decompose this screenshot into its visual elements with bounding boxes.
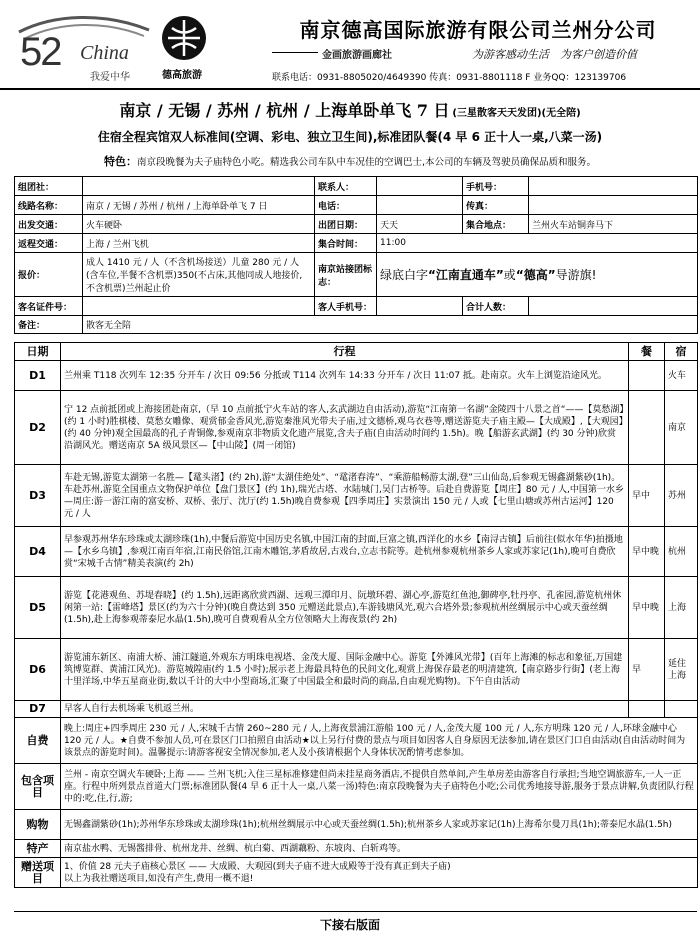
idcard-field[interactable] (83, 297, 315, 316)
self-pay-text: 晚上:周庄+四季周庄 230 元 / 人,宋城千古情 260~280 元 / 人,上海夜景浦江游船 100 元 / 人,金茂大厦 100 元 / 人,东方明珠 120 元 / 人,环球金融中心 120 元 / 人。★自费不参加人员,可在景区门口拍照自由活动★以上另行付费的景点与项目如因客人自身原因无法参加,请在景区门口自由活动(自由活动时间为该景点的游览时间)。温馨提示:请游客视安全情况参加,老人及小孩请根据个人身体状况酌情考虑参加。 (61, 718, 698, 764)
accommodation-standard: 住宿全程宾馆双人标准间(空调、彩电、独立卫生间),标准团队餐(4 早 6 正十人一桌,八菜一汤) (97, 130, 603, 144)
day-text: 游览【花港观鱼、苏堤春晓】(约 1.5h),远距离欣赏西湖、远观三潭印月、阮墩环碧、湖心亭,游览红鱼池,御碑亭,牡丹亭、孔雀园,游览杭州休闲第一站:【雷峰塔】景区(约为六十分钟)(晚自费达到 350 元赠送此景点),车游钱塘风光,观六合塔外景;参观杭州丝绸展示中心或天蚕丝绸(1.5h),赴上海参观蒂泰尼水晶(1.5h),晚可自费观看从全方位领略大上海夜景(约 2h) (61, 577, 629, 639)
guest-mobile-label: 客人手机号： (315, 297, 377, 316)
sign-flag-a: “江南直通车” (428, 268, 504, 282)
day-stay: 苏州 (665, 465, 698, 527)
gift-line-1: 1、价值 28 元夫子庙核心景区 —— 大成殿、大观园(到夫子庙不进大成殿等于没有真正到夫子庙) (64, 861, 451, 872)
tagline-row (272, 46, 692, 62)
note-value: 散客无全陪 (83, 316, 698, 334)
day-meal (629, 701, 665, 718)
price-value: 成人 1410 元 / 人（不含机场接送）儿童 280 元 / 人(含车位,半餐不含机票)350(不占床,其他同成人地接价,不含机票)兰州起止价 (83, 253, 315, 297)
depart-value: 火车硬卧 (83, 215, 315, 234)
tour-title-sub: (三星散客天天发团)(无全陪) (452, 108, 581, 119)
sign-label: 南京站接团标志： (315, 253, 377, 297)
table-row (15, 234, 698, 253)
day-text: 早参观苏州华东珍珠或太湖珍珠(1h),中餐后游览中国历史名镇,中国江南的封面,巨富之镇,西洋化的水乡【南浔古镇】后前往(似水年华)拍摄地—【水乡乌镇】,参观江南百年宿,江南民俗馆,江南木雕馆,茅盾故居,古戏台,立志书院等。赴杭州参观杭州茶乡人家或苏家记(1h),晚可自费欣赏“宋城千古情”精美表演(约 2h) (61, 527, 629, 577)
total-field[interactable] (529, 297, 698, 316)
self-pay-label: 自费 (15, 718, 61, 764)
specialty-label: 特产 (15, 840, 61, 858)
table-row (15, 196, 698, 215)
time-label: 集合时间： (315, 234, 377, 253)
globe-logo-icon (160, 14, 210, 64)
booking-info-table (14, 176, 698, 334)
table-row (15, 718, 698, 764)
table-row (15, 215, 698, 234)
day-meal: 早 (629, 639, 665, 701)
table-row (15, 177, 698, 196)
day-label: D7 (15, 701, 61, 718)
shopping-label: 购物 (15, 810, 61, 840)
table-row (15, 639, 698, 701)
route-value: 南京 / 无锡 / 苏州 / 杭州 / 上海单卧单飞 7 日 (83, 196, 315, 215)
contact-field[interactable] (377, 177, 463, 196)
total-label: 合计人数： (463, 297, 529, 316)
sign-flag-b: “德高” (515, 268, 556, 282)
day-label: D3 (15, 465, 61, 527)
tour-title (0, 98, 700, 121)
table-row (15, 577, 698, 639)
phone-field[interactable] (377, 196, 463, 215)
mobile-field[interactable] (529, 177, 698, 196)
sign-mid: 或 (503, 268, 516, 282)
day-label: D6 (15, 639, 61, 701)
idcard-label: 客名证件号： (15, 297, 83, 316)
fax-field[interactable] (529, 196, 698, 215)
gift-label: 赠送项目 (15, 858, 61, 888)
day-meal: 早中 (629, 465, 665, 527)
table-row (15, 858, 698, 888)
day-meal: 早中晚 (629, 527, 665, 577)
table-row (15, 391, 698, 465)
table-row (15, 361, 698, 391)
guest-mobile-field[interactable] (377, 297, 463, 316)
col-route-header: 行程 (61, 343, 629, 361)
tagline-divider (272, 52, 318, 53)
itinerary-table (14, 342, 698, 888)
include-text: 兰州 - 南京空调火车硬卧;上海 —— 兰州飞机;入住三星标准修建但尚未挂星商务酒店,不提供自然单间,产生单房差由游客自行承担;当地空调旅游车,一人一正座。行程中所列景点首道大门票;标准团队餐(4 早 6 正十人一桌,八菜一汤)特色:南京段晚餐为夫子庙特色小吃;公司优秀地接导游,服务于景点讲解,负责团队行程中的:吃,住,行,游; (61, 764, 698, 810)
day-label: D1 (15, 361, 61, 391)
day-stay: 南京 (665, 391, 698, 465)
day-label: D2 (15, 391, 61, 465)
company-name: 南京德高国际旅游有限公司兰州分公司 (299, 18, 657, 42)
day-text: 游览浦东新区、南浦大桥、浦江隧道,外观东方明珠电视塔、金茂大厦、国际金融中心。游览【外滩风光带】(百年上海滩的标志和象征,万国建筑博览群、黄浦江风光)。游览城隍庙(约 1.5 小时);展示老上海最具特色的民间文化,观赏上海保存最老的明清建筑,【南京路步行街】(老上海十里洋场,中华五星商业街,数以千计的大中小型商场,汇聚了中国最全和最时尚的商品,自由观光购物)。下午自由活动 (61, 639, 629, 701)
day-label: D5 (15, 577, 61, 639)
logo-word: China (80, 42, 129, 64)
col-meal-header: 餐 (629, 343, 665, 361)
route-label: 线路名称： (15, 196, 83, 215)
brand-logo-text: 德高旅游 (162, 70, 202, 81)
table-row (15, 253, 698, 297)
feature-label: 特色： (103, 155, 137, 168)
sign-value (377, 253, 698, 297)
tour-title-main: 南京 / 无锡 / 苏州 / 杭州 / 上海单卧单飞 7 日 (119, 101, 450, 120)
table-row (15, 764, 698, 810)
day-stay (665, 701, 698, 718)
shopping-text: 无锡鑫湖紫砂(1h);苏州华东珍珠或太湖珍珠(1h);杭州丝绸展示中心或天蚕丝绸(1.5h);杭州茶乡人家或苏家记(1h)上海希尔曼刀具(1h);蒂泰尼水晶(1.5h) (61, 810, 698, 840)
letterhead (0, 0, 700, 90)
degao-logo (160, 14, 220, 84)
col-stay-header: 宿 (665, 343, 698, 361)
day-stay: 火车 (665, 361, 698, 391)
company-motto: 为游客感动生活 为客户创造价值 (472, 48, 637, 61)
time-value: 11:00 (377, 234, 698, 253)
logo-number: 52 (20, 30, 61, 74)
contact-label: 联系人： (315, 177, 377, 196)
52china-logo (14, 12, 154, 82)
day-text: 兰州乘 T118 次列车 12:35 分开车 / 次日 09:56 分抵或 T114 次列车 14:33 分开车 / 次日 11:07 抵。赴南京。火车上浏览沿途风光。 (61, 361, 629, 391)
return-label: 返程交通： (15, 234, 83, 253)
day-meal (629, 361, 665, 391)
table-row (15, 810, 698, 840)
day-label: D4 (15, 527, 61, 577)
depart-label: 出发交通： (15, 215, 83, 234)
gift-line-2: 以上为我社赠送项目,如没有产生,费用一概不退! (64, 873, 254, 884)
phone-label: 电话： (315, 196, 377, 215)
sign-post: 导游旗! (555, 268, 597, 282)
table-row (15, 316, 698, 334)
logo-slogan: 我爱中华 (90, 72, 130, 83)
group-field[interactable] (83, 177, 315, 196)
sign-pre: 绿底白字 (380, 268, 429, 282)
continue-note: 下接右版面 (319, 918, 380, 932)
footer-divider (14, 911, 697, 912)
date-value: 天天 (377, 215, 463, 234)
table-row (15, 840, 698, 858)
mobile-label: 手机号： (463, 177, 529, 196)
group-label: 组团社： (15, 177, 83, 196)
table-row (15, 465, 698, 527)
gift-text (61, 858, 698, 888)
day-meal: 早中晚 (629, 577, 665, 639)
feature-line (0, 153, 700, 169)
day-text: 车赴无锡,游览太湖第一名胜—【鼋头渚】(约 2h),游“太湖佳绝处”、“鼋渚春涛”、“乘游船畅游太湖,登”三山仙岛,后参观无锡鑫湖紫砂(1h)。车赴苏州,游览全国重点文物保护单位【盘门景区】(约 1h),瑞光古塔、水陆城门,吴门古桥等。后赴自费游览【周庄】80 元 / 人,中国第一水乡—周庄:游一游江南的富安桥、双桥、张厅、沈厅(约 1.5h)晚自费参观【四季周庄】实景演出 150 元 / 人或【七里山塘或苏州古运河】120 元 / 人 (61, 465, 629, 527)
return-value: 上海 / 兰州飞机 (83, 234, 315, 253)
day-meal (629, 391, 665, 465)
note-label: 备注： (15, 316, 83, 334)
day-text: 早客人自行去机场乘飞机返兰州。 (61, 701, 629, 718)
table-row (15, 701, 698, 718)
itinerary-header-row (15, 343, 698, 361)
day-stay: 上海 (665, 577, 698, 639)
date-label: 出团日期： (315, 215, 377, 234)
include-label: 包含项目 (15, 764, 61, 810)
day-stay: 延住上海 (665, 639, 698, 701)
meet-label: 集合地点： (463, 215, 529, 234)
specialty-text: 南京盐水鸭、无锡酱排骨、杭州龙井、丝绸、杭白菊、西湖藕粉、东坡肉、白斩鸡等。 (61, 840, 698, 858)
brand-line: 金画旅游画廊社 (322, 50, 392, 61)
fax-label: 传真： (463, 196, 529, 215)
table-row (15, 527, 698, 577)
table-row (15, 297, 698, 316)
feature-text: 南京段晚餐为夫子庙特色小吃。精选我公司车队中车况佳的空调巴士,本公司的车辆及驾驶员确保品质和服务。 (136, 157, 597, 168)
meet-value: 兰州火车站铜奔马下 (529, 215, 698, 234)
price-label: 报价： (15, 253, 83, 297)
day-stay: 杭州 (665, 527, 698, 577)
col-day-header: 日期 (15, 343, 61, 361)
contact-line: 联系电话：0931-8805020/4649390 传真：0931-8801118 F 业务QQ：123139706 (272, 73, 627, 83)
day-text: 宁 12 点前抵团或上海接团赴南京,（早 10 点前抵宁火车站的客人,玄武湖边自由活动),游览“江南第一名湖”金陵四十八景之首“——【莫愁湖】(约 1 小时)胜棋楼、莫愁女雕像、观赏郁金香风光,游览秦淮风光带夫子庙,过文德桥,观乌衣巷等,赠送游览夫子庙主殿—【大成殿】,【大观园】(约 40 分钟)观全国最高的孔子青铜像,参观南京非物质文化遗产展览,含夫子庙(自由活动时间约 1.5h)。晚【船游玄武湖】(约 30 分钟)欣赏沿湖风光。赠送南京 5A 级风景区—【中山陵】(周一闭馆) (61, 391, 629, 465)
